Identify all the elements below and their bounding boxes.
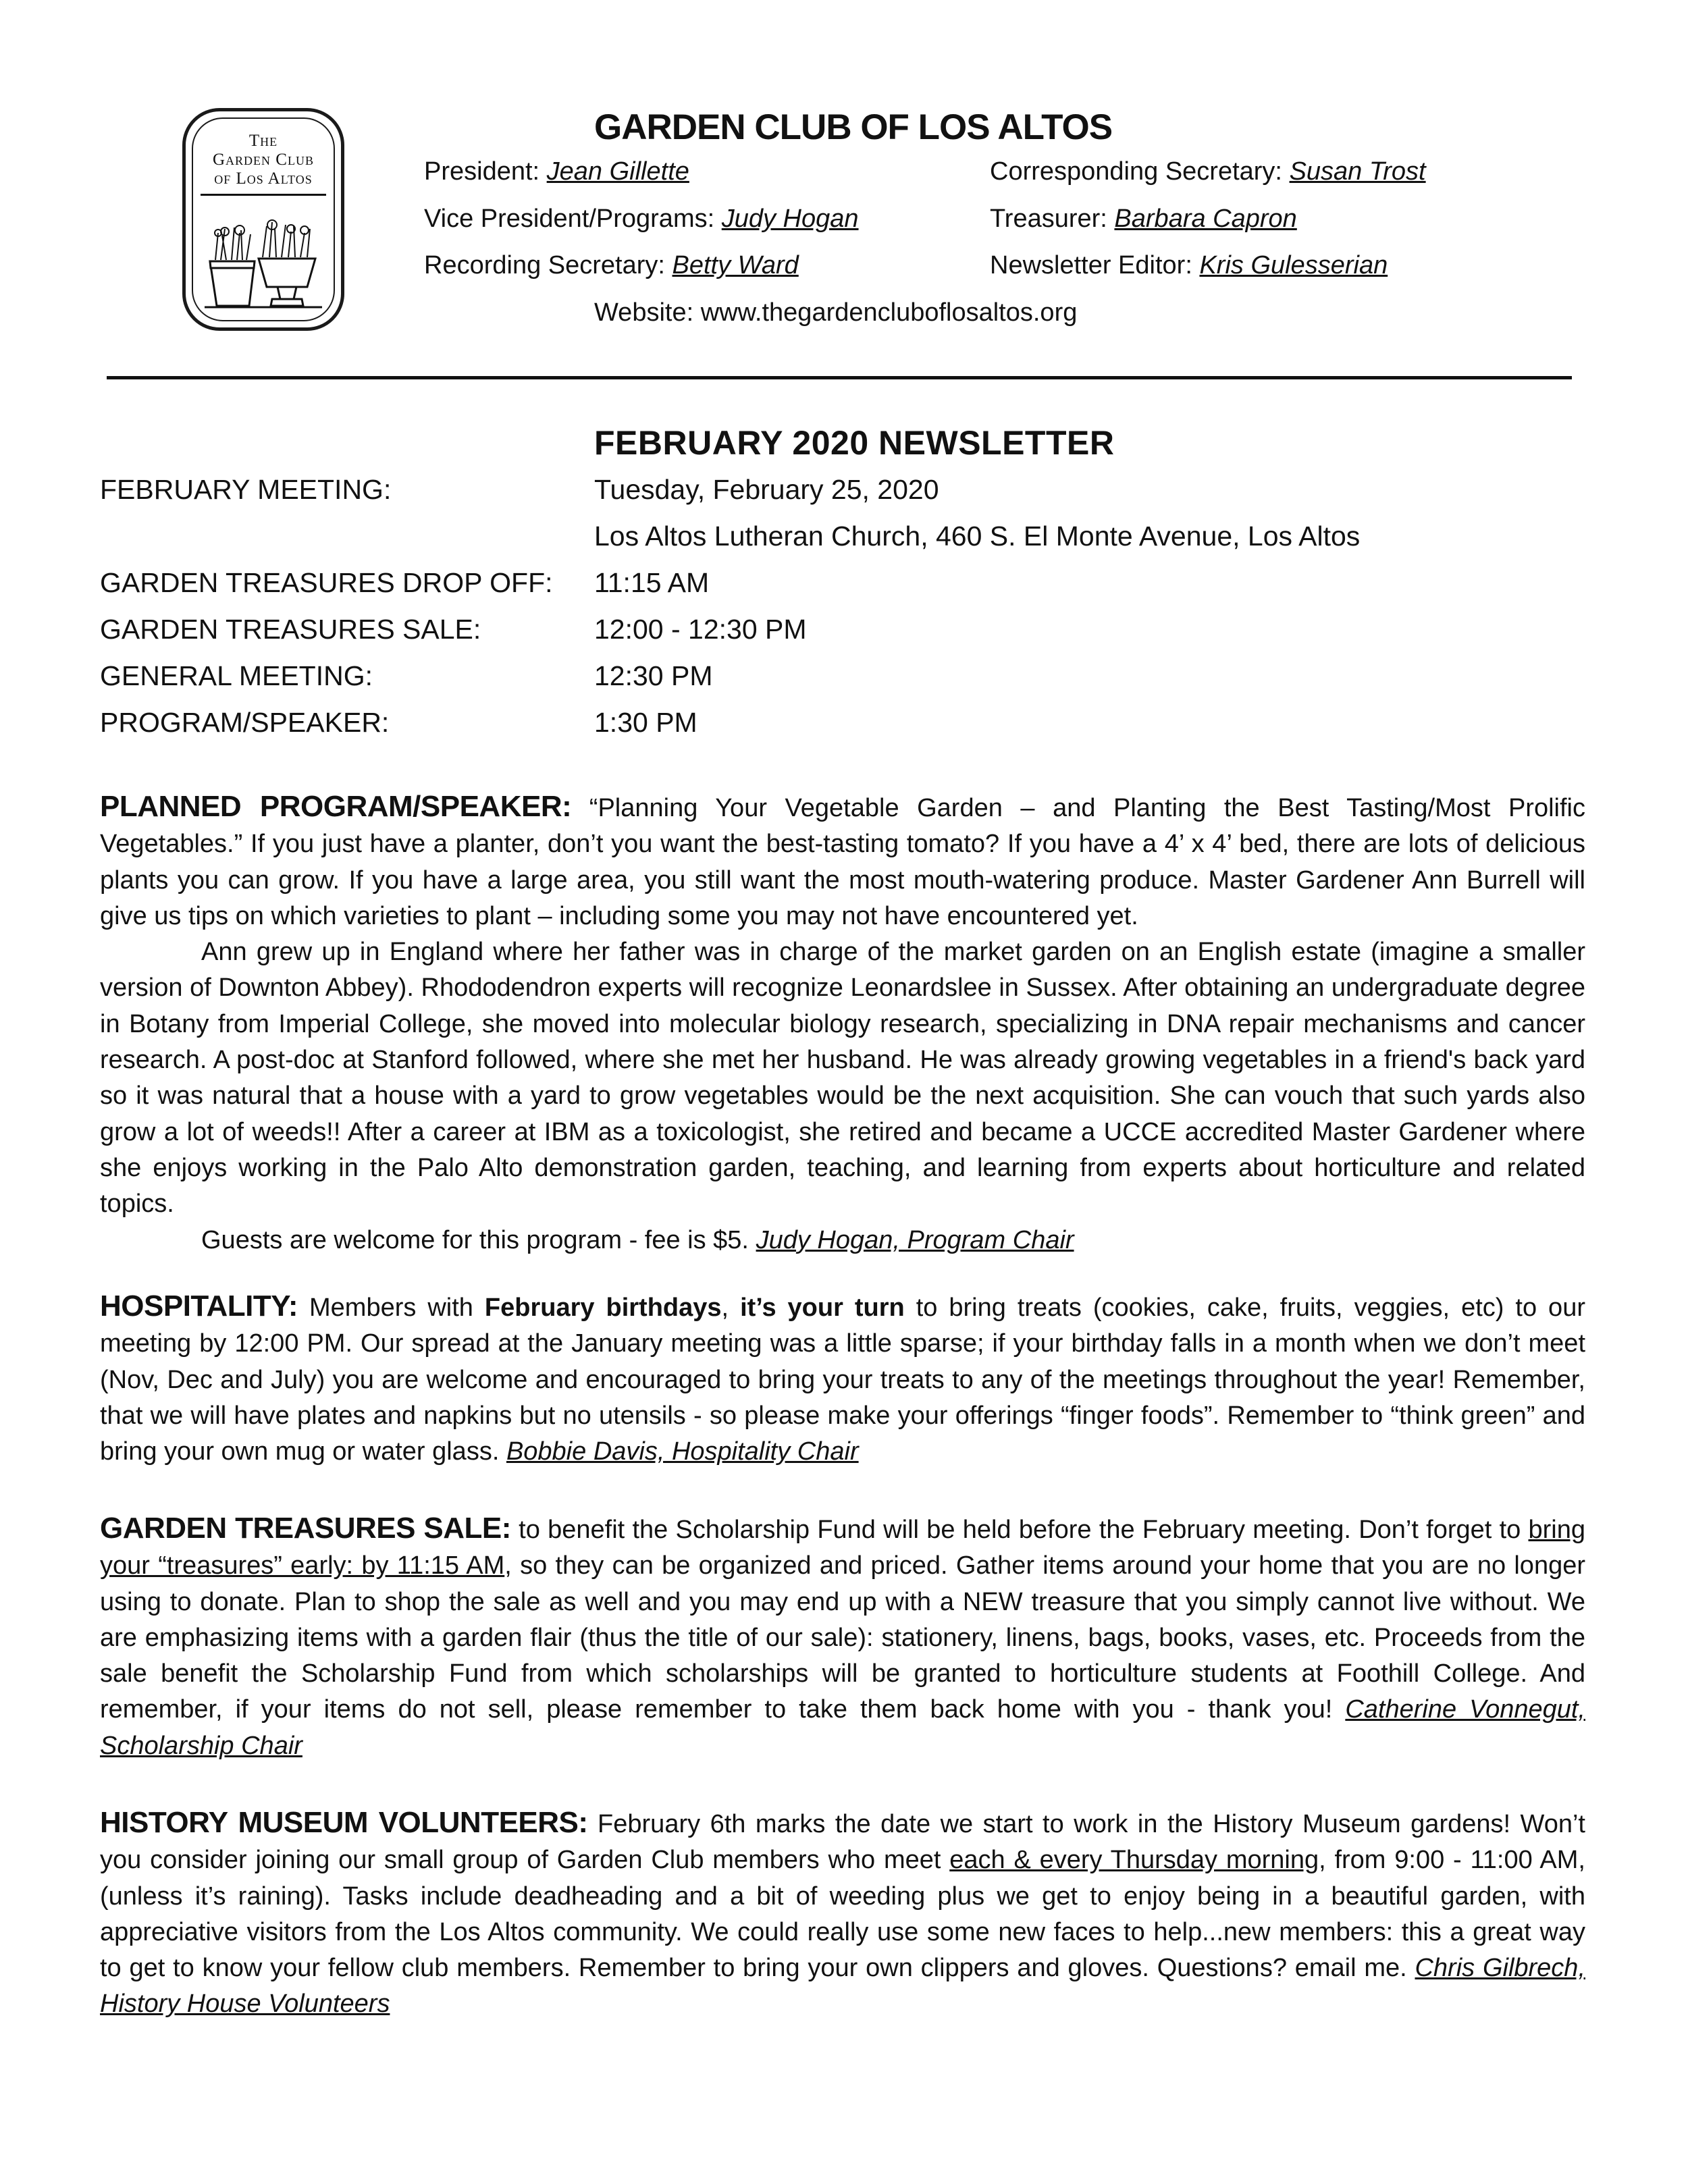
officer-name[interactable]: Kris Gulesserian bbox=[1199, 251, 1388, 279]
officer-role: Treasurer: bbox=[990, 205, 1107, 233]
schedule-value-dropoff: 11:15 AM bbox=[594, 567, 710, 598]
officer-name[interactable]: Barbara Capron bbox=[1114, 205, 1297, 233]
program-paragraph-1: “Planning Your Vegetable Garden – and Planting the Best Tasting/Most Prolific Vegetables.” If you just have a planter, don’t you want the best-tasting tomato? If you have a 4’ x 4’ bed, there are lots of delicious plants you can grow. If you have a large area, you still want the most mouth-watering produce. Master Gardener Ann Burrell will give us tips on which varieties to plant – including some you may not have encountered yet. bbox=[100, 794, 1585, 930]
museum-underlined: each & every Thursday morning bbox=[949, 1846, 1319, 1875]
schedule-value-sale: 12:00 - 12:30 PM bbox=[594, 614, 807, 645]
section-program bbox=[100, 789, 1585, 1258]
program-signature: Judy Hogan, Program Chair bbox=[756, 1225, 1074, 1254]
hospitality-heading: HOSPITALITY: bbox=[100, 1289, 298, 1323]
officer-role: Corresponding Secretary: bbox=[990, 157, 1282, 186]
officer-president bbox=[424, 157, 689, 186]
museum-text-2: , from 9:00 - 11:00 AM, (unless it’s raining). Tasks include deadheading and a bit of weeding plus we get to enjoy being in a beautiful garden, with appreciative visitors from the Los Altos community. We could really use some new faces to help...new members: this a great way to get to know your fellow club members. Remember to bring your own clippers and gloves. Questions? email me. bbox=[100, 1846, 1585, 1983]
newsletter-title: FEBRUARY 2020 NEWSLETTER bbox=[594, 424, 1115, 462]
sale-underlined: bring your “treasures” early: by 11:15 AM bbox=[100, 1516, 1586, 1580]
museum-heading: HISTORY MUSEUM VOLUNTEERS: bbox=[100, 1806, 588, 1839]
sale-signature: Catherine Vonnegut, Scholarship Chair bbox=[100, 1695, 1585, 1760]
officer-newsletter-editor bbox=[990, 251, 1388, 280]
officer-name[interactable]: Judy Hogan bbox=[721, 205, 859, 233]
schedule-label-program: PROGRAM/SPEAKER: bbox=[100, 707, 390, 738]
hospitality-text-1: Members with bbox=[309, 1294, 485, 1322]
section-hospitality bbox=[100, 1288, 1585, 1470]
officer-name[interactable]: Susan Trost bbox=[1289, 157, 1426, 186]
club-title: GARDEN CLUB OF LOS ALTOS bbox=[594, 107, 1113, 147]
schedule-label-sale: GARDEN TREASURES SALE: bbox=[100, 614, 481, 645]
hospitality-text-3: to bring treats (cookies, cake, fruits, veggies, etc) to our meeting by 12:00 PM. Our spread at the January meeting was a little sparse; if your birthday falls in a month when we don’t meet (Nov, Dec and July) you are welcome and encouraged to bring your treats to any of the meetings throughout the year! Remember, that we will have plates and napkins but no utensils - so please make your offerings “finger foods”. Remember to “think green” and bring your own mug or water glass. bbox=[100, 1294, 1585, 1466]
sale-heading: GARDEN TREASURES SALE: bbox=[100, 1512, 511, 1545]
program-paragraph-2: Ann grew up in England where her father was in charge of the market garden on an English estate (imagine a smaller version of Downton Abbey). Rhododendron experts will recognize Leonardslee in Sussex. After obtaining an undergraduate degree in Botany from Imperial College, she moved into molecular biology research, specializing in DNA repair mechanisms and cancer research. A post-doc at Stanford followed, where she met her husband. He was already growing vegetables in a friend's back yard so it was natural that a house with a yard to grow vegetables would be the next acquisition. She can vouch that such yards also grow a lot of weeds!! After a career at IBM as a toxicologist, she retired and became a UCCE accredited Master Gardener where she enjoys working in the Palo Alto demonstration garden, teaching, and learning from experts about horticulture and related topics. bbox=[100, 938, 1585, 1219]
hospitality-bold-1: February birthdays bbox=[484, 1294, 722, 1322]
program-heading: PLANNED PROGRAM/SPEAKER: bbox=[100, 790, 572, 823]
museum-signature: Chris Gilbrech, History House Volunteers bbox=[100, 1954, 1586, 2019]
officer-role: President: bbox=[424, 157, 540, 186]
hospitality-bold-2: it’s your turn bbox=[740, 1294, 905, 1322]
website-link[interactable]: Website: www.thegardencluboflosaltos.org bbox=[594, 298, 1078, 327]
schedule-label-meeting: FEBRUARY MEETING: bbox=[100, 474, 392, 505]
officer-recording-secretary bbox=[424, 251, 799, 280]
officer-vice-president bbox=[424, 205, 859, 234]
officer-role: Newsletter Editor: bbox=[990, 251, 1192, 279]
logo-divider bbox=[201, 194, 326, 196]
section-sale bbox=[100, 1510, 1585, 1764]
club-logo bbox=[182, 108, 344, 331]
flower-pots-illustration bbox=[202, 213, 325, 314]
officer-role: Recording Secretary: bbox=[424, 251, 665, 279]
logo-text-line1: The bbox=[248, 132, 278, 150]
officer-name[interactable]: Betty Ward bbox=[672, 251, 799, 279]
officer-treasurer bbox=[990, 205, 1297, 234]
officer-role: Vice President/Programs: bbox=[424, 205, 715, 233]
hospitality-text-2: , bbox=[721, 1294, 741, 1322]
officer-corresponding-secretary bbox=[990, 157, 1426, 186]
schedule-value-location: Los Altos Lutheran Church, 460 S. El Monte Avenue, Los Altos bbox=[594, 521, 1361, 552]
schedule-value-program: 1:30 PM bbox=[594, 707, 697, 738]
logo-text-line2: Garden Club bbox=[213, 151, 314, 169]
logo-text-line3: of Los Altos bbox=[214, 169, 313, 188]
schedule-value-meeting-date: Tuesday, February 25, 2020 bbox=[594, 474, 939, 505]
sale-text-2: , so they can be organized and priced. Gather items around your home that you are no longer using to donate. Plan to shop the sale as well and you may end up with a NEW treasure that you simply cannot live without. We are emphasizing items with a garden flair (thus the title of our sale): stationery, linens, bags, books, vases, etc. Proceeds from the sale benefit the Scholarship Fund from which scholarships will be granted to horticulture students at Foothill College. And remember, if your items do not sell, please remember to take them back home with you - thank you! bbox=[100, 1551, 1585, 1724]
sale-text-1: to benefit the Scholarship Fund will be held before the February meeting. Don’t forget to bbox=[519, 1516, 1529, 1544]
section-museum bbox=[100, 1805, 1585, 2023]
officer-name[interactable]: Jean Gillette bbox=[546, 157, 689, 186]
header-divider bbox=[107, 376, 1572, 379]
program-paragraph-3: Guests are welcome for this program - fee is $5. bbox=[201, 1225, 749, 1254]
schedule-label-dropoff: GARDEN TREASURES DROP OFF: bbox=[100, 567, 553, 598]
museum-text-1: February 6th marks the date we start to work in the History Museum gardens! Won’t you consider joining our small group of Garden Club members who meet bbox=[100, 1810, 1585, 1875]
schedule-value-general: 12:30 PM bbox=[594, 660, 713, 691]
schedule-label-general: GENERAL MEETING: bbox=[100, 660, 373, 691]
hospitality-signature: Bobbie Davis, Hospitality Chair bbox=[506, 1437, 859, 1466]
